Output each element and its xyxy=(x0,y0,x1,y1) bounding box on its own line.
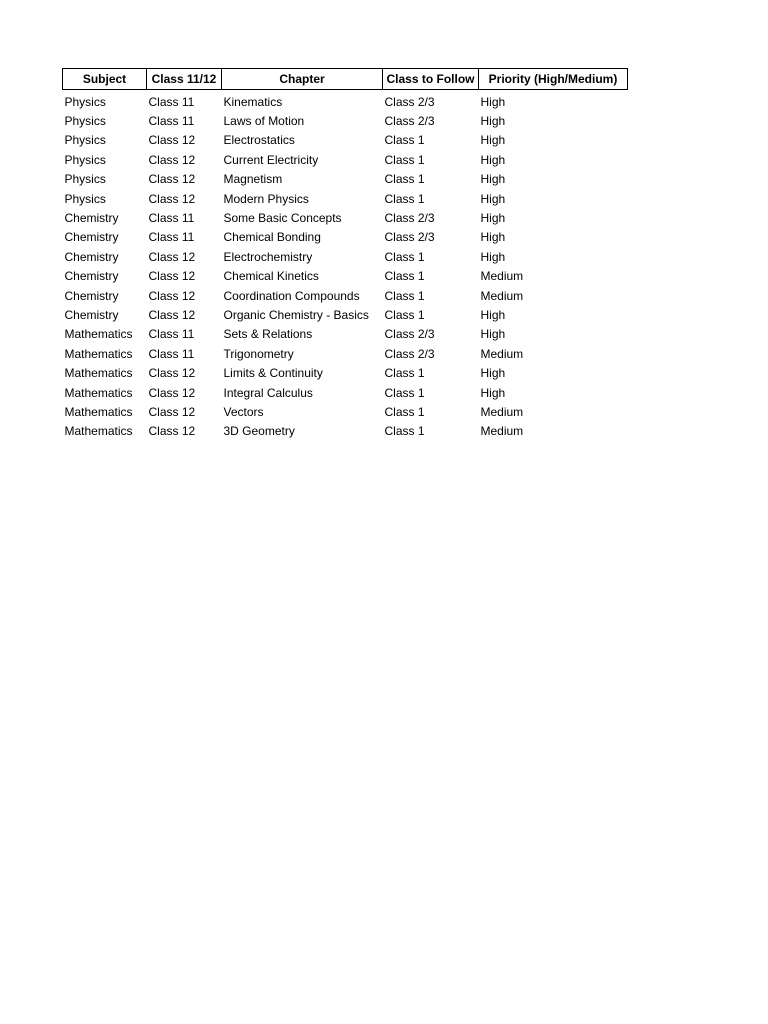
cell-priority: High xyxy=(480,172,506,187)
header-subject: Subject xyxy=(63,69,147,90)
cell-subject: Physics xyxy=(64,94,106,109)
cell-chapter: Chemical Kinetics xyxy=(223,269,319,284)
table-row xyxy=(63,422,628,441)
table-row xyxy=(63,170,628,189)
cell-class: Class 11 xyxy=(148,230,195,245)
cell-class: Class 12 xyxy=(148,385,196,400)
table-row xyxy=(63,150,628,169)
cell-chapter: Electrostatics xyxy=(223,133,295,148)
cell-class: Class 12 xyxy=(148,191,196,206)
header-class-to-follow: Class to Follow xyxy=(383,69,479,90)
cell-class-to-follow: Class 1 xyxy=(384,385,425,400)
cell-priority: High xyxy=(480,307,506,322)
cell-class-to-follow: Class 2/3 xyxy=(384,211,435,226)
cell-class-to-follow: Class 1 xyxy=(384,424,425,439)
cell-class: Class 12 xyxy=(148,366,196,381)
cell-subject: Chemistry xyxy=(64,288,119,303)
table-row xyxy=(63,383,628,402)
cell-priority: High xyxy=(480,366,506,381)
cell-priority: High xyxy=(480,114,506,129)
cell-class: Class 12 xyxy=(148,404,196,419)
cell-priority: High xyxy=(480,133,506,148)
cell-chapter: Kinematics xyxy=(223,94,283,109)
cell-class-to-follow: Class 1 xyxy=(384,404,425,419)
table-row xyxy=(63,111,628,130)
cell-chapter: Organic Chemistry - Basics xyxy=(223,307,369,322)
table-row xyxy=(63,247,628,266)
cell-class-to-follow: Class 2/3 xyxy=(384,114,435,129)
cell-subject: Mathematics xyxy=(64,424,133,439)
table-row xyxy=(63,267,628,286)
cell-class-to-follow: Class 1 xyxy=(384,249,425,264)
cell-class: Class 12 xyxy=(148,249,196,264)
table-row xyxy=(63,90,628,112)
header-priority: Priority (High/Medium) xyxy=(479,69,628,90)
cell-subject: Mathematics xyxy=(64,366,133,381)
cell-priority: High xyxy=(480,94,506,109)
cell-priority: Medium xyxy=(480,288,524,303)
cell-chapter: Integral Calculus xyxy=(223,385,313,400)
cell-class: Class 12 xyxy=(148,269,196,284)
cell-chapter: Vectors xyxy=(223,404,264,419)
cell-class-to-follow: Class 1 xyxy=(384,288,425,303)
table-body xyxy=(63,90,628,442)
cell-subject: Chemistry xyxy=(64,230,119,245)
cell-chapter: Laws of Motion xyxy=(223,114,305,129)
table-row xyxy=(63,363,628,382)
cell-subject: Mathematics xyxy=(64,404,133,419)
cell-class-to-follow: Class 1 xyxy=(384,269,425,284)
table-row xyxy=(63,305,628,324)
cell-chapter: Modern Physics xyxy=(223,191,309,206)
cell-class: Class 11 xyxy=(148,211,195,226)
table-row xyxy=(63,286,628,305)
cell-class-to-follow: Class 1 xyxy=(384,191,425,206)
cell-class: Class 12 xyxy=(148,307,196,322)
table-row xyxy=(63,325,628,344)
cell-class-to-follow: Class 1 xyxy=(384,366,425,381)
table-row xyxy=(63,344,628,363)
cell-class: Class 12 xyxy=(148,424,196,439)
cell-chapter: 3D Geometry xyxy=(223,424,295,439)
cell-priority: High xyxy=(480,211,506,226)
cell-class-to-follow: Class 1 xyxy=(384,172,425,187)
cell-class-to-follow: Class 2/3 xyxy=(384,94,435,109)
cell-priority: Medium xyxy=(480,346,524,361)
cell-subject: Chemistry xyxy=(64,269,119,284)
cell-priority: High xyxy=(480,327,506,342)
table-row xyxy=(63,208,628,227)
cell-chapter: Electrochemistry xyxy=(223,249,313,264)
cell-class-to-follow: Class 1 xyxy=(384,307,425,322)
cell-class-to-follow: Class 2/3 xyxy=(384,230,435,245)
cell-chapter: Coordination Compounds xyxy=(223,288,360,303)
table-row xyxy=(63,131,628,150)
cell-subject: Mathematics xyxy=(64,385,133,400)
header-row xyxy=(63,69,628,90)
table-row xyxy=(63,228,628,247)
cell-subject: Physics xyxy=(64,172,106,187)
header-class: Class 11/12 xyxy=(147,69,222,90)
cell-class: Class 12 xyxy=(148,152,196,167)
cell-subject: Physics xyxy=(64,191,106,206)
cell-chapter: Magnetism xyxy=(223,172,283,187)
cell-subject: Physics xyxy=(64,152,106,167)
cell-class: Class 12 xyxy=(148,288,196,303)
cell-class: Class 11 xyxy=(148,346,195,361)
cell-subject: Mathematics xyxy=(64,327,133,342)
cell-chapter: Limits & Continuity xyxy=(223,366,323,381)
cell-priority: Medium xyxy=(480,269,524,284)
cell-class-to-follow: Class 2/3 xyxy=(384,346,435,361)
cell-chapter: Chemical Bonding xyxy=(223,230,321,245)
cell-chapter: Current Electricity xyxy=(223,152,319,167)
cell-subject: Mathematics xyxy=(64,346,133,361)
cell-class: Class 11 xyxy=(148,94,195,109)
cell-class: Class 11 xyxy=(148,114,195,129)
header-chapter: Chapter xyxy=(222,69,383,90)
cell-priority: High xyxy=(480,385,506,400)
cell-class-to-follow: Class 1 xyxy=(384,152,425,167)
cell-priority: High xyxy=(480,191,506,206)
cell-subject: Chemistry xyxy=(64,307,119,322)
cell-chapter: Some Basic Concepts xyxy=(223,211,342,226)
cell-chapter: Sets & Relations xyxy=(223,327,313,342)
cell-priority: High xyxy=(480,152,506,167)
cell-class: Class 12 xyxy=(148,133,196,148)
table-row xyxy=(63,402,628,421)
cell-subject: Physics xyxy=(64,133,106,148)
cell-class-to-follow: Class 1 xyxy=(384,133,425,148)
table-header xyxy=(63,69,628,90)
cell-class: Class 12 xyxy=(148,172,196,187)
cell-priority: High xyxy=(480,230,506,245)
study-plan-table xyxy=(62,68,628,441)
cell-chapter: Trigonometry xyxy=(223,346,294,361)
cell-priority: Medium xyxy=(480,424,524,439)
cell-priority: Medium xyxy=(480,404,524,419)
cell-priority: High xyxy=(480,249,506,264)
cell-subject: Chemistry xyxy=(64,211,119,226)
table-row xyxy=(63,189,628,208)
cell-subject: Chemistry xyxy=(64,249,119,264)
cell-class-to-follow: Class 2/3 xyxy=(384,327,435,342)
cell-class: Class 11 xyxy=(148,327,195,342)
cell-subject: Physics xyxy=(64,114,106,129)
